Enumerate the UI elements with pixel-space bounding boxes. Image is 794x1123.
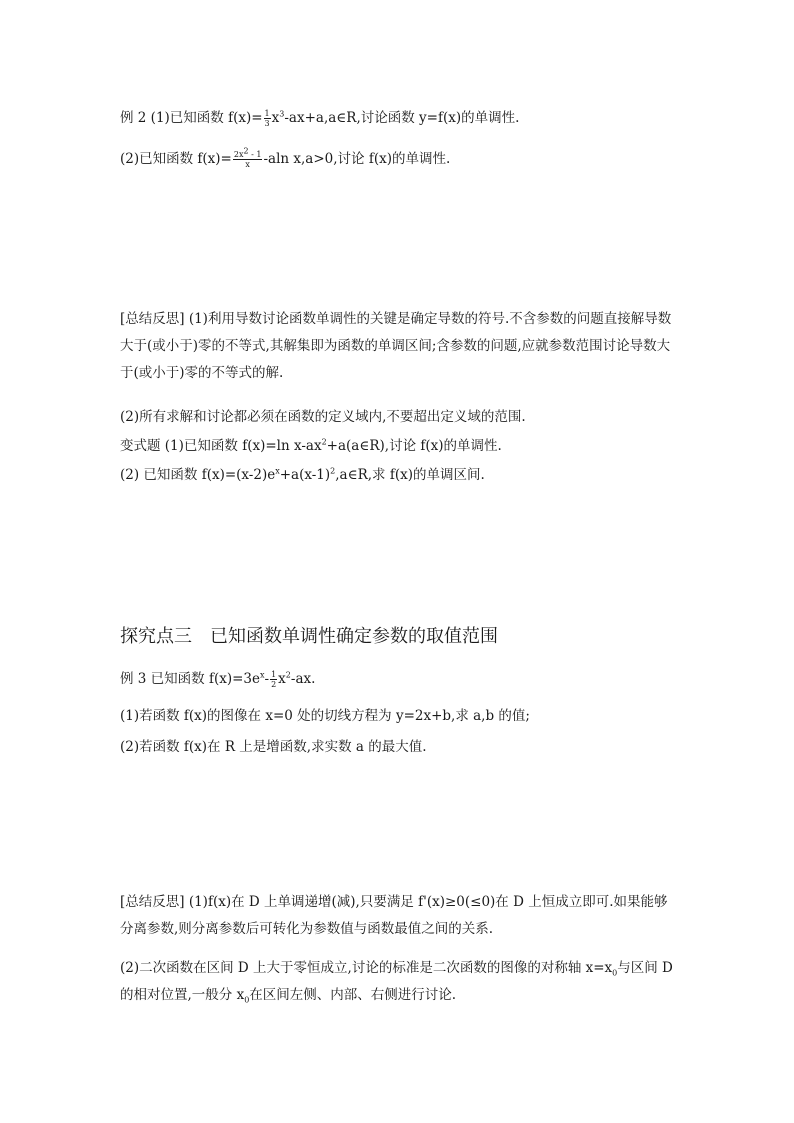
summary-reflection-1-point-2: (2)所有求解和讨论都必须在函数的定义域内,不要超出定义域的范围.: [120, 409, 526, 425]
variant-problem-1: 变式题 (1)已知函数 f(x)=ln $x-ax^2+a(a\in R)$,讨论 f(x)的单调性.: [120, 437, 502, 454]
section-3-heading: 探究点三 已知函数单调性确定参数的取值范围: [120, 626, 498, 647]
summary-reflection-1: [总结反思] (1)利用导数讨论函数单调性的关键是确定导数的符号.不含参数的问题直接解导数大于(或小于)零的不等式,其解集即为函数的单调区间;含参数的问题,应就参数范围讨论导数大于(或小于)零的不等式的解.: [120, 311, 672, 381]
summary-reflection-2-point-2: (2)二次函数在区间 D 上大于零恒成立,讨论的标准是二次函数的图像的对称轴 $x=x_0$与区间 D 的相对位置,一般分 $x_0$在区间左侧、内部、右侧进行讨论.: [120, 960, 673, 1005]
fraction-one-third: $\frac{1}{3}$: [264, 109, 270, 128]
example-3-question-2: (2)若函数 f(x)在 R 上是增函数,求实数 a 的最大值.: [120, 739, 427, 755]
variant-problem-2: (2) 已知函数 $f(x)=(x-2)e^x+a(x-1)^2,a\in R$,求 f(x)的单调区间.: [120, 466, 485, 483]
fraction-one-half: $\frac{1}{2}$: [271, 670, 277, 689]
fraction-2x2-minus-1-over-x: $\frac{2x^2 - 1}{x}$: [233, 146, 262, 169]
ex2-p1-text-a: 例 2 (1)已知函数 f(x)=: [120, 110, 263, 126]
example-3-question-1: (1)若函数 f(x)的图像在 x=0 处的切线方程为 y=2x+b,求 a,b 的值;: [120, 708, 530, 724]
example-2-part-2: (2)已知函数 f(x)= $\frac{2x^2 - 1}{x}$ -aln x,a>0,讨论 f(x)的单调性.: [120, 146, 451, 169]
example-2-part-1: 例 2 (1)已知函数 f(x)= $\frac{1}{3}$ $x^3-ax+a,a\in R$,讨论函数 y=f(x)的单调性.: [120, 109, 520, 128]
example-3-intro: 例 3 已知函数 $f(x)=3e^x-$ $\frac{1}{2}$ $x^2-ax$.: [120, 670, 316, 689]
summary-reflection-2: [总结反思] (1)f(x)在 D 上单调递增(减),只要满足 f'(x)≥0(≤0)在 D 上恒成立即可.如果能够分离参数,则分离参数后可转化为参数值与函数最值之间的关系.: [120, 894, 668, 937]
